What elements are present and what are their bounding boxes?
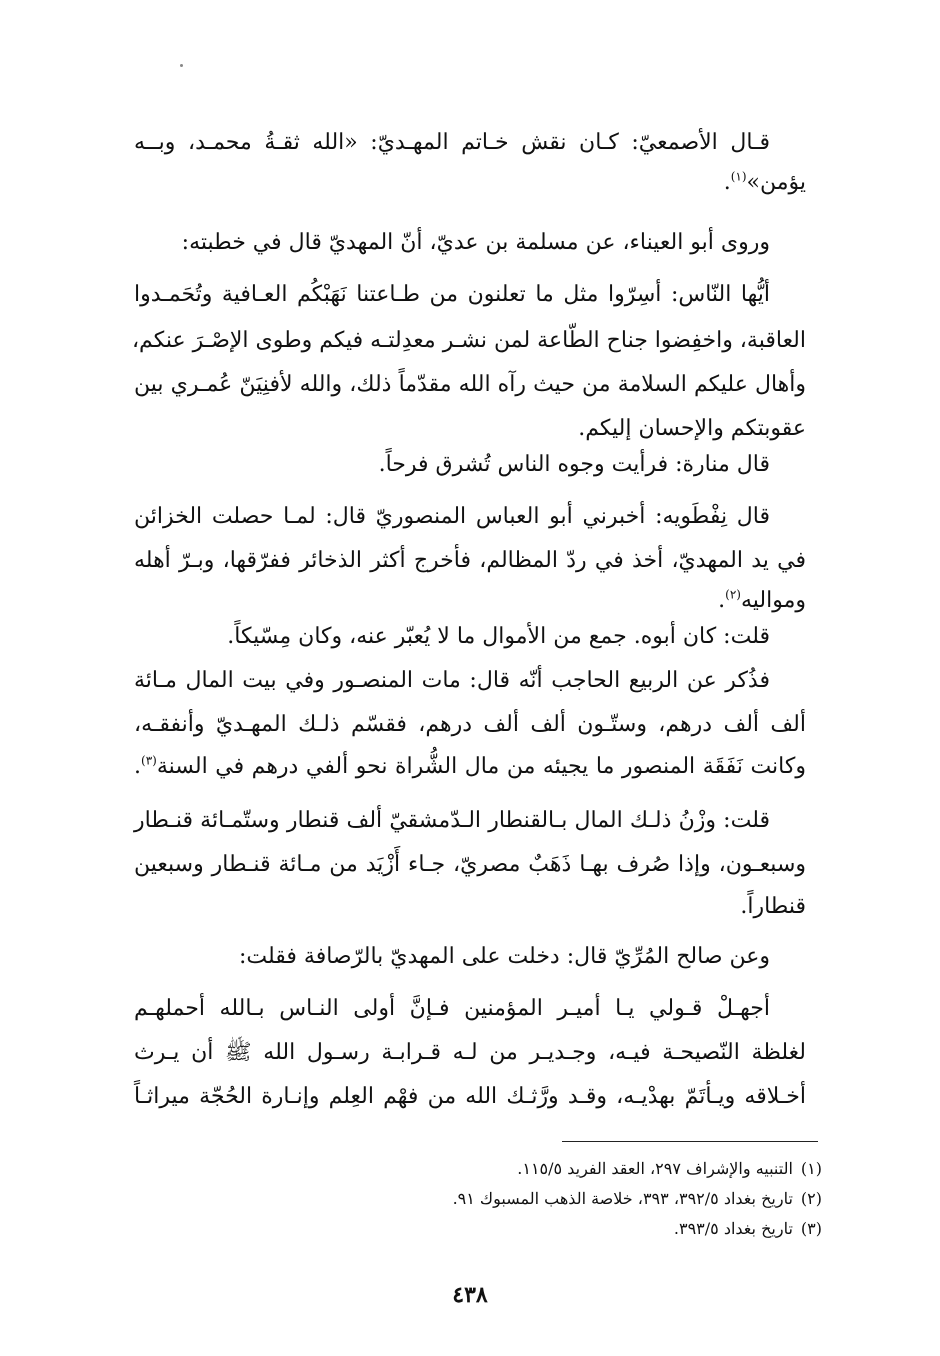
text-line [134,752,806,782]
text-line [134,168,806,198]
line-tail: . [723,170,731,195]
line-text: أخـلاقه ويـأتَمّ بهدْيـه، وقـد ورَّثـك الله من فهْم العِلم وإنـارة الحُجّة ميراثـاً [134,1084,806,1109]
text-line [134,370,806,400]
text-line [131,326,806,356]
text-line [134,892,806,922]
line-text: قال نِفْطَويه: أخبرني أبو العباس المنصوريّ قال: لمـا حصلت الخزائن [134,504,770,529]
footnote-number: (١) [800,1159,822,1178]
line-text: وكانت نَفَقَة المنصور ما يجيئه من مال الشُّراة نحو ألفي درهم في السنة [156,754,806,779]
line-text: لغلظة النّصيحـة فيـه، وجـديـر من لـه قـرابـة رسـول الله ﷺ أن يـرث [134,1040,806,1065]
text-line [134,450,806,480]
line-text: قنطاراً. [740,894,806,919]
line-text: ومواليه [740,588,806,613]
text-line [134,994,806,1024]
line-text: ألف ألف درهم، وستّـون ألف ألف درهم، فقسّم ذلـك المهـديّ وأنفقـه، [134,712,806,737]
line-text: أيُّها النّاس: أسِرّوا مثل ما تعلنون من طـاعتنا نَهَبْكُم العـافية وتُحَمـدوا [134,282,770,307]
text-line [134,546,806,576]
line-text: في يد المهديّ، أخذ في ردّ المظالم، فأخرج أكثر الذخائر ففرّقها، وبـرّ أهله [134,548,806,573]
footnote-text: تاريخ بغداد ٣٩٢/٥، ٣٩٣، خلاصة الذهب المسبوك ٩١. [452,1189,793,1208]
footnote-marker[interactable]: (٣) [141,753,157,768]
text-line [134,586,806,616]
footnote-number: (٣) [800,1219,822,1238]
page-speck [180,64,183,67]
text-line [134,622,806,652]
text-line [134,228,806,258]
page-number: ٤٣٨ [452,1282,488,1308]
footnote-number: (٢) [800,1189,822,1208]
text-line [134,850,806,880]
text-line [134,502,806,532]
line-tail: . [134,754,141,779]
line-text: وأهال عليكم السلامة من حيث رآه الله مقدّماً ذلك، والله لأفنِيَنّ عُمـري بين [134,372,806,397]
text-line [134,1038,806,1068]
line-text: وروى أبو العيناء، عن مسلمة بن عديّ، أنّ المهديّ قال في خطبته: [181,230,770,255]
line-text: يؤمن» [746,170,806,195]
text-line [134,280,806,310]
text-line [134,710,806,740]
footnote-text: التنبيه والإشراف ٢٩٧، العقد الفريد ١١٥/٥. [517,1159,793,1178]
line-text: قلت: كان أبوه. جمع من الأموال ما لا يُعبّر عنه، وكان مِسّيكاً. [227,624,770,649]
footnote-marker[interactable]: (١) [730,169,747,184]
footnote-marker[interactable]: (٢) [725,587,741,602]
text-line [134,666,806,696]
line-text: وعن صالح المُرِّيّ قال: دخلت على المهديّ بالرّصافة فقلت: [238,944,770,969]
line-text: قلت: وزْنُ ذلـك المال بـالقنطار الـدّمشقيّ ألف قنطار وستّمـائة قنـطار [134,808,770,833]
footnote [222,1218,822,1240]
footnote-text: تاريخ بغداد ٣٩٣/٥. [673,1219,793,1238]
text-line [134,806,806,836]
line-text: قـال الأصمعيّ: كـان نقش خـاتم المهـديّ: «الله ثقـةُ محمـد، وبــه [134,130,770,155]
footnote [222,1188,822,1210]
footnote-separator [562,1141,818,1142]
line-text: فذُكر عن الربيع الحاجب أنّه قال: مات المنصـور وفي بيت المال مـائة [134,668,770,693]
text-line [134,942,806,972]
line-text: أجهـلْ قـولي يـا أميـر المؤمنين فـإنَّ أولى النـاس بـالله أحملهـم [134,996,770,1021]
line-text: عقوبتكم والإحسان إليكم. [578,416,806,441]
line-text: وسبعـون، وإذا صُرف بهـا ذَهَبٌ مصريّ، جـاء أَزْيَد من مـائة قنـطار وسبعين [134,852,806,877]
text-line [134,128,806,158]
text-line [134,1082,806,1112]
footnote [222,1158,822,1180]
line-tail: . [718,588,726,613]
text-line [134,414,806,444]
line-text: العاقبة، واخفِضوا جناح الطّاعة لمن نشـر معدِلتـه فيكم وطوى الإصْـرَ عنكم، [131,328,806,353]
line-text: قال منارة: فرأيت وجوه الناس تُشرق فرحاً. [378,452,770,477]
